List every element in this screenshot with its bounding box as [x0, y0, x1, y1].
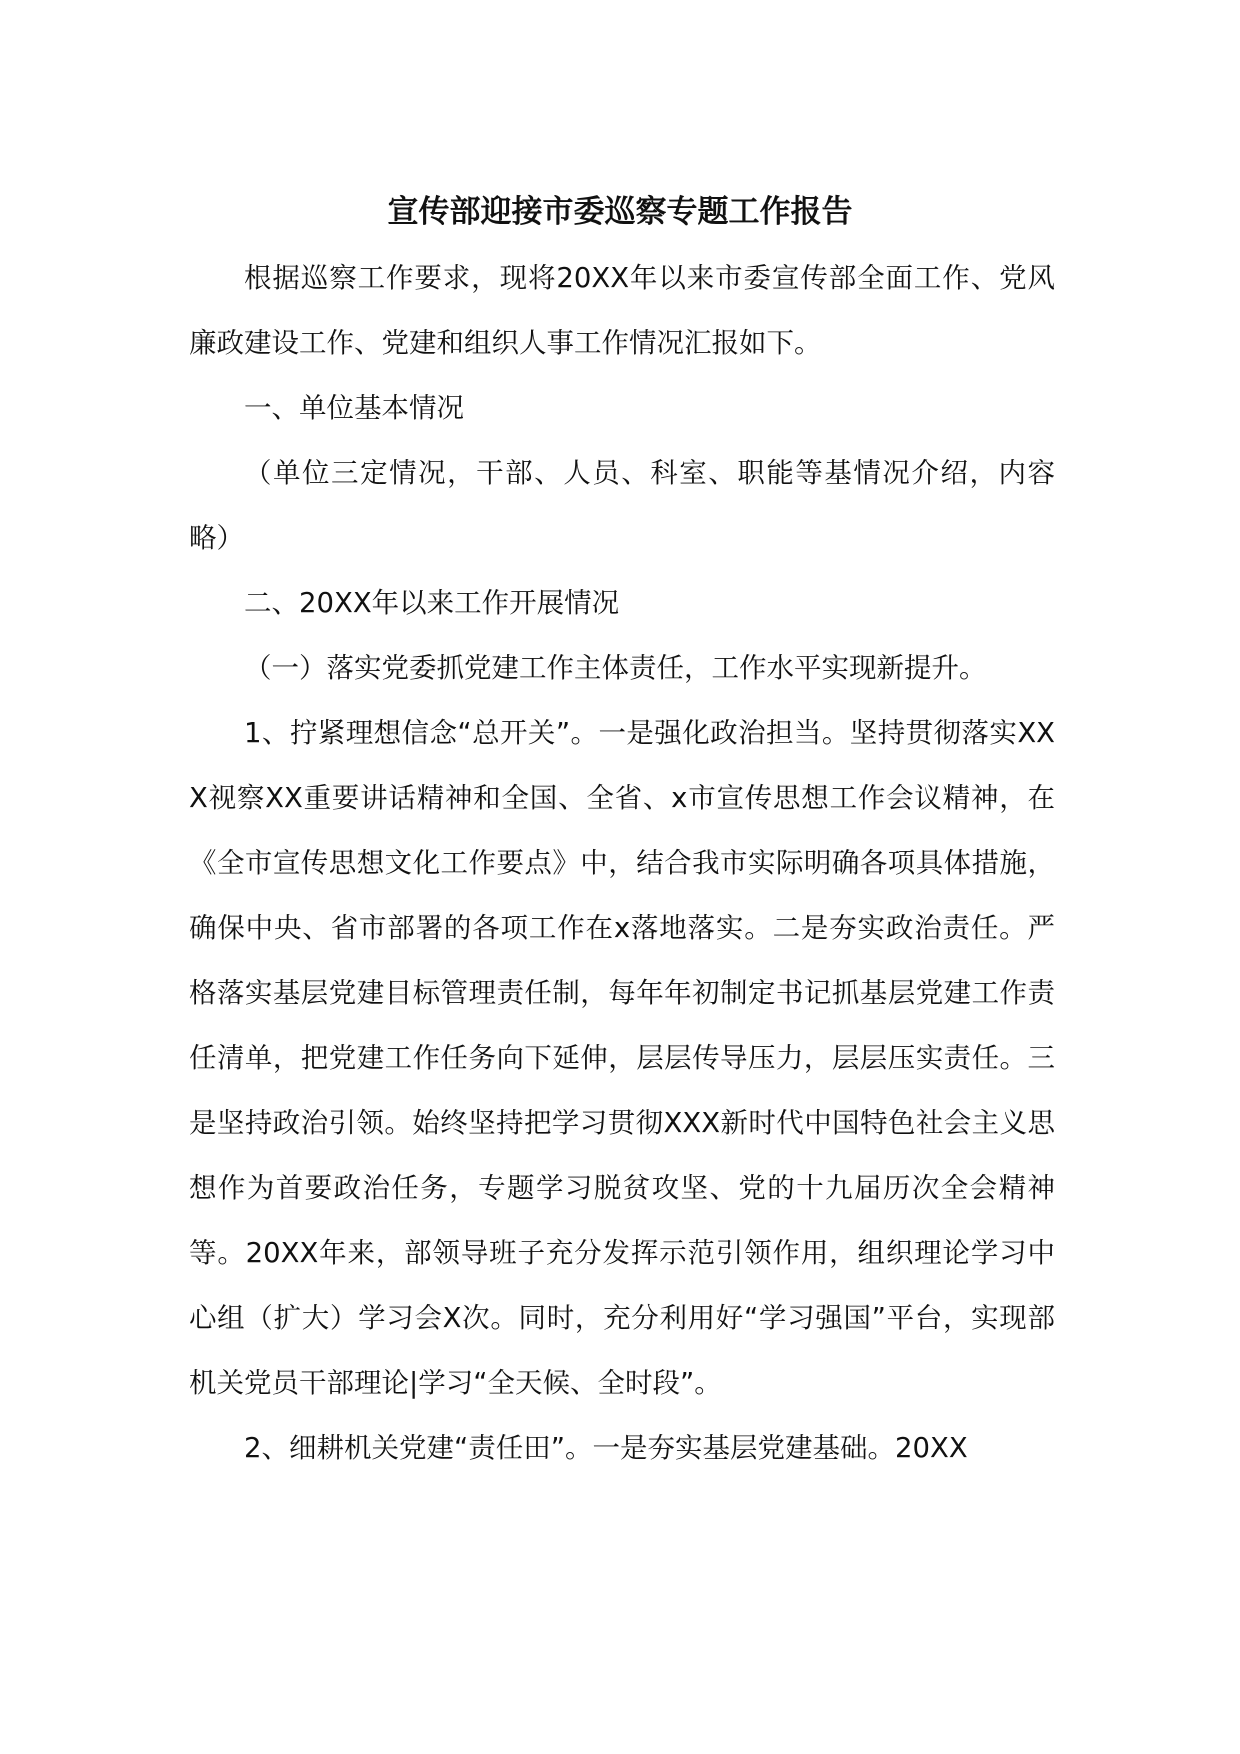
document-body: [189, 246, 1055, 1481]
heading-section-1: 一、单位基本情况: [244, 392, 464, 424]
heading-subsection-1: （一）落实党委抓党建工作主体责任，工作水平实现新提升。: [244, 652, 987, 684]
paragraph-unit-info: （单位三定情况，干部、人员、科室、职能等基情况介绍，内容略）: [189, 457, 1055, 554]
paragraph-item-1: 1、拧紧理想信念“总开关”。一是强化政治担当。坚持贯彻落实XXX视察XX重要讲话精神和全国、全省、x市宣传思想工作会议精神，在《全市宣传思想文化工作要点》中，结合我市实际明确各项具体措施，确保中央、省市部署的各项工作在x落地落实。二是夯实政治责任。严格落实基层党建目标管理责任制，每年年初制定书记抓基层党建工作责任清单，把党建工作任务向下延伸，层层传导压力，层层压实责任。三是坚持政治引领。始终坚持把学习贯彻XXX新时代中国特色社会主义思想作为首要政治任务，专题学习脱贫攻坚、党的十九届历次全会精神等。20XX年来，部领导班子充分发挥示范引领作用，组织理论学习中心组（扩大）学习会X次。同时，充分利用好“学习强国”平台，实现部机关党员干部理论|学习“全天候、全时段”。: [189, 717, 1055, 1399]
heading-section-2: 二、20XX年以来工作开展情况: [244, 587, 620, 619]
paragraph-item-2: 2、细耕机关党建“责任田”。一是夯实基层党建基础。20XX: [244, 1432, 968, 1464]
paragraph-intro: 根据巡察工作要求，现将20XX年以来市委宣传部全面工作、党风廉政建设工作、党建和组织人事工作情况汇报如下。: [189, 262, 1055, 359]
document-title: 宣传部迎接市委巡察专题工作报告: [387, 194, 853, 230]
